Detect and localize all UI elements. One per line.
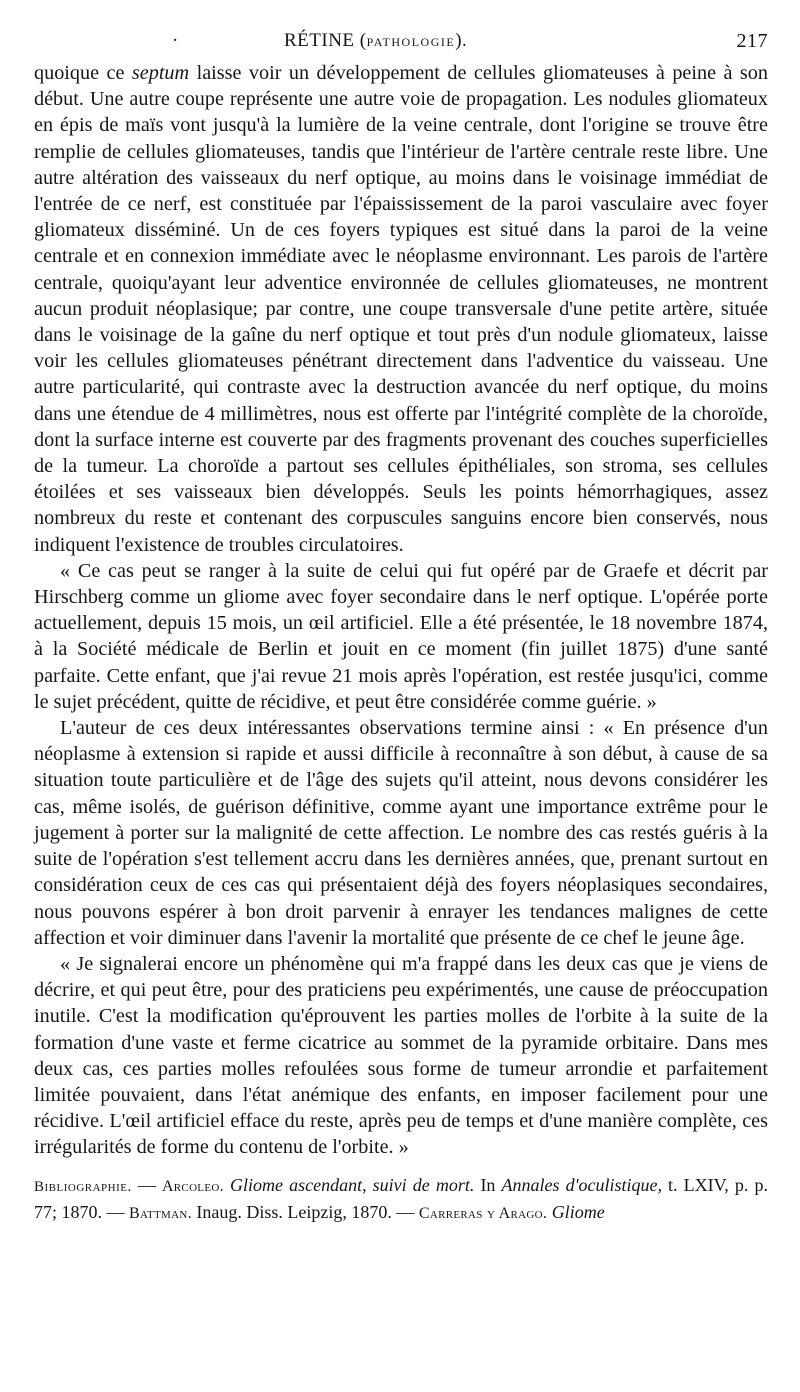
bibliography-author-2: Battman. [129,1204,192,1222]
bibliography-text-2: t. LXIV, p. p. 77; 1870. — [34,1174,768,1222]
bibliography-text-3: Inaug. Diss. Leipzig, 1870. — [191,1201,419,1222]
running-title [284,30,467,52]
paragraph-1 [34,60,768,558]
book-page [34,30,768,1226]
bibliography-author-3: Carreras y Arago. [418,1204,548,1222]
paragraph-4: « Je signalerai encore un phénomène qui m'a frappé dans les deux cas que je viens de décrire, et qui peut être, pour des praticiens peu expérimentés, une cause de préoccupation inutile. C'est la modification qu'éprouvent les parties molles de l'orbite à la suite de la formation d'une vaste et ferme cicatrice au sommet de la pyramide orbitaire. Dans mes deux cas, ces parties molles refoulées sous forme de tumeur arrondie et parfaitement limitée pouvaient, dans l'état anémique des enfants, en imposer facilement pour une récidive. L'œil artificiel efface du reste, après peu de temps et d'une manière complète, ces irrégularités de forme du contenu de l'orbite. » [34,952,768,1159]
running-title-subject: PATHOLOGIE [366,35,456,49]
bibliography-title-3: Gliome [547,1201,605,1222]
running-title-end: ). [455,30,468,51]
bibliography-title-1: Gliome ascendant, suivi de mort. [223,1174,475,1195]
paragraph-1-rest: laisse voir un développement de cellules gliomateuses à peine à son début. Une autre coupe représente une autre voie de propagation. Les nodules gliomateux en épis de maïs vont jusqu'à la lumière de la veine centrale, dont l'origine se trouve être remplie de cellules gliomateuses, tandis que l'intérieur de l'artère centrale reste libre. Une autre altération des vaisseaux du nerf optique, au moins dans le voisinage immédiat de l'entrée de ce nerf, est constituée par l'épaississement de la paroi vasculaire avec foyer gliomateux disséminé. Un de ces foyers typiques est situé dans la paroi de la veine centrale et en connexion immédiate avec le néoplasme environnant. Les parois de l'artère centrale, quoiqu'ayant leur adventice environnée de cellules gliomateuses, ne montrent aucun produit néoplasique; par contre, une coupe transversale d'une petite artère, située dans le voisinage de la gaîne du nerf optique et tout près d'un nodule gliomateux, laisse voir les cellules gliomateuses pénétrant directement dans l'adventice du vaisseau. Une autre particularité, qui contraste avec la destruction avancée du nerf optique, du moins dans une étendue de 4 millimètres, nous est offerte par l'intégrité complète de la choroïde, dont la surface interne est couverte par des fragments provenant des couches superficielles de la tumeur. La choroïde a partout ses cellules épithéliales, son stroma, ses cellules étoilées et ses vaisseaux bien développés. Seuls les points hémorrhagiques, assez nombreux du reste et contenant des corpuscules sanguins encore bien conservés, nous indiquent l'existence de troubles circulatoires. [34,62,768,556]
bibliography-text-1: In [474,1174,502,1195]
bibliography-label: Bibliographie. [34,1178,132,1195]
paragraph-1-start: quoique ce [34,62,132,84]
body-text [34,60,768,1161]
paragraph-3: L'auteur de ces deux intéressantes observations termine ainsi : « En présence d'un néoplasme à extension si rapide et aussi difficile à reconnaître à son début, à cause de sa situation toute particulière et de l'âge des sujets qu'il atteint, nous devons considérer les cas, même isolés, de guérison définitive, comme ayant une importance extrême pour le jugement à porter sur la malignité de cette affection. Le nombre des cas restés guéris à la suite de l'opération s'est tellement accru dans les dernières années, que, prenant surtout en considération ceux de ces cas qui présentaient déjà des foyers néoplasiques secondaires, nous pouvons espérer à bon droit parvenir à enrayer les tendances malignes de cette affection et voir diminuer dans l'avenir la mortalité que présente de ce chef le jeune âge. [34,717,768,949]
bibliography [34,1173,768,1226]
head-mark: · [172,30,179,51]
page-number: 217 [736,30,768,52]
paragraph-1-emphasis: septum [131,62,190,84]
bibliography-author-1: Arcoleo. [161,1177,224,1195]
bibliography-dash: — [131,1174,162,1195]
paragraph-2: « Ce cas peut se ranger à la suite de celui qui fut opéré par de Graefe et décrit par Hirschberg comme un gliome avec foyer secondaire dans le nerf optique. L'opérée porte actuellement, depuis 15 mois, un œil artificiel. Elle a été présentée, le 18 novembre 1874, à la Société médicale de Berlin et jouit en ce moment (fin juillet 1875) d'une santé parfaite. Cette enfant, que j'ai revue 21 mois après l'opération, est restée jusqu'ici, comme le sujet précédent, quitte de récidive, et peut être considérée comme guérie. » [34,559,768,713]
running-title-main: RÉTINE ( [284,30,367,51]
bibliography-journal-1: Annales d'oculistique, [501,1174,662,1195]
running-head [34,30,768,60]
